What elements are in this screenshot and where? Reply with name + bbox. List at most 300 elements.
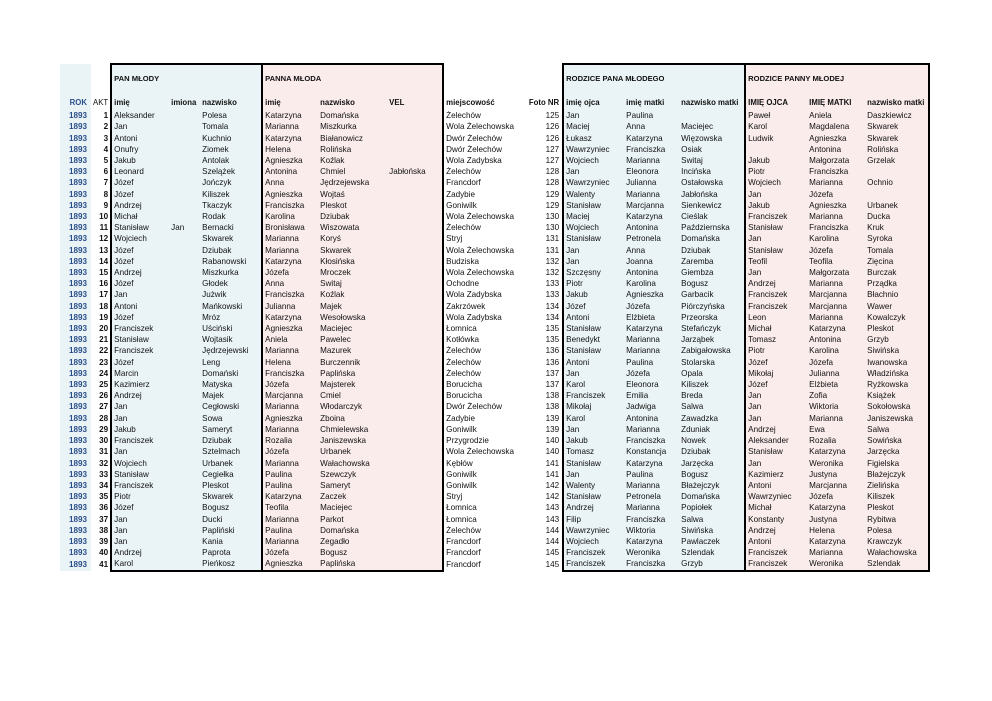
cell-bride-first-name: Katarzyna [262, 133, 318, 144]
cell-bride-vel [387, 155, 443, 166]
cell-groom-mother: Petronela [624, 491, 679, 502]
cell-groom-mother-surname: Dziubak [679, 245, 745, 256]
cell-place: Kotłówka [443, 334, 526, 345]
cell-bride-mother: Józefa [807, 357, 865, 368]
cell-groom-mother: Marianna [624, 424, 679, 435]
cell-bride-mother: Katarzyna [807, 502, 865, 513]
cell-place: Łomnica [443, 514, 526, 525]
cell-akt: 27 [91, 401, 111, 412]
cell-bride-mother-surname: Błachnio [865, 289, 929, 300]
table-row [60, 435, 929, 446]
cell-groom-mother-surname: Breda [679, 390, 745, 401]
cell-bride-mother-surname: Sokołowska [865, 401, 929, 412]
cell-photo-nr: 143 [526, 514, 563, 525]
cell-groom-first-name: Wojciech [111, 233, 169, 244]
cell-bride-first-name: Józefa [262, 379, 318, 390]
cell-groom-other-names [169, 312, 200, 323]
cell-groom-mother: Franciszka [624, 144, 679, 155]
cell-photo-nr: 145 [526, 547, 563, 558]
cell-bride-father: Jan [745, 413, 807, 424]
cell-bride-first-name: Marianna [262, 121, 318, 132]
cell-groom-father: Stanisław [563, 233, 624, 244]
cell-groom-other-names [169, 121, 200, 132]
cell-groom-mother-surname: Zawadzka [679, 413, 745, 424]
table-row [60, 469, 929, 480]
cell-bride-father: Wojciech [745, 177, 807, 188]
cell-groom-mother: Katarzyna [624, 323, 679, 334]
table-row [60, 121, 929, 132]
cell-akt: 28 [91, 413, 111, 424]
cell-groom-mother: Franciszka [624, 558, 679, 570]
cell-bride-first-name: Marianna [262, 458, 318, 469]
cell-groom-first-name: Onufry [111, 144, 169, 155]
cell-bride-mother-surname: Zięcina [865, 256, 929, 267]
header-bride-mother-surname: nazwisko matki [865, 97, 929, 110]
table-row [60, 401, 929, 412]
cell-bride-surname: Jędrzejewska [318, 177, 387, 188]
cell-bride-surname: Urbanek [318, 446, 387, 457]
cell-bride-father: Józef [745, 357, 807, 368]
cell-rok: 1893 [60, 200, 91, 211]
cell-rok: 1893 [60, 301, 91, 312]
cell-groom-mother-surname: Domańska [679, 491, 745, 502]
cell-bride-first-name: Agnieszka [262, 155, 318, 166]
table-row [60, 133, 929, 144]
cell-groom-surname: Sameryt [200, 424, 262, 435]
cell-groom-father: Jan [563, 368, 624, 379]
cell-groom-other-names [169, 133, 200, 144]
cell-groom-mother: Franciszka [624, 435, 679, 446]
cell-groom-mother-surname: Maciejec [679, 121, 745, 132]
cell-groom-mother: Paulina [624, 469, 679, 480]
cell-groom-father: Wawrzyniec [563, 525, 624, 536]
cell-groom-surname: Kiliszek [200, 189, 262, 200]
cell-groom-father: Stanisław [563, 323, 624, 334]
cell-bride-vel [387, 401, 443, 412]
table-row [60, 245, 929, 256]
cell-bride-father: Jan [745, 401, 807, 412]
cell-bride-mother: Weronika [807, 558, 865, 570]
cell-photo-nr: 129 [526, 189, 563, 200]
cell-groom-father: Jan [563, 256, 624, 267]
cell-groom-other-names [169, 480, 200, 491]
cell-bride-vel [387, 413, 443, 424]
cell-groom-surname: Mańkowski [200, 301, 262, 312]
cell-place: Dwór Żelechów [443, 133, 526, 144]
cell-bride-vel [387, 424, 443, 435]
cell-bride-vel [387, 446, 443, 457]
cell-place: Zadybie [443, 189, 526, 200]
cell-rok: 1893 [60, 334, 91, 345]
cell-groom-mother: Marianna [624, 480, 679, 491]
cell-bride-father: Stanisław [745, 245, 807, 256]
cell-akt: 13 [91, 245, 111, 256]
cell-bride-vel [387, 289, 443, 300]
cell-bride-father: Aleksander [745, 435, 807, 446]
cell-bride-father: Andrzej [745, 424, 807, 435]
cell-place: Wola Zadybska [443, 312, 526, 323]
cell-bride-father: Andrzej [745, 525, 807, 536]
cell-bride-first-name: Agnieszka [262, 558, 318, 570]
cell-bride-first-name: Paulina [262, 525, 318, 536]
cell-bride-mother-surname: Syroka [865, 233, 929, 244]
cell-groom-mother: Marcjanna [624, 200, 679, 211]
cell-groom-mother-surname: Grzyb [679, 558, 745, 570]
cell-groom-other-names [169, 368, 200, 379]
cell-akt: 10 [91, 211, 111, 222]
cell-akt: 3 [91, 133, 111, 144]
cell-groom-mother-surname: Październska [679, 222, 745, 233]
cell-place: Łomnica [443, 323, 526, 334]
cell-bride-surname: Zegadło [318, 536, 387, 547]
cell-rok: 1893 [60, 211, 91, 222]
cell-groom-father: Jakub [563, 435, 624, 446]
cell-rok: 1893 [60, 491, 91, 502]
cell-bride-first-name: Franciszka [262, 200, 318, 211]
cell-groom-surname: Cegiełka [200, 469, 262, 480]
cell-groom-mother: Marianna [624, 189, 679, 200]
table-row [60, 211, 929, 222]
cell-groom-mother-surname: Piórczyńska [679, 301, 745, 312]
cell-place: Francdorf [443, 536, 526, 547]
cell-groom-father: Piotr [563, 278, 624, 289]
cell-groom-first-name: Jan [111, 401, 169, 412]
cell-bride-father: Jan [745, 267, 807, 278]
cell-akt: 29 [91, 424, 111, 435]
cell-photo-nr: 128 [526, 166, 563, 177]
cell-photo-nr: 131 [526, 245, 563, 256]
cell-bride-surname: Bogusz [318, 547, 387, 558]
cell-photo-nr: 128 [526, 177, 563, 188]
cell-place: Żelechów [443, 345, 526, 356]
cell-groom-mother-surname: Bogusz [679, 278, 745, 289]
cell-bride-surname: Mroczek [318, 267, 387, 278]
cell-photo-nr: 129 [526, 200, 563, 211]
column-header-row [60, 97, 929, 110]
cell-groom-mother-surname: Switaj [679, 155, 745, 166]
cell-groom-mother-surname: Nowek [679, 435, 745, 446]
cell-groom-other-names [169, 379, 200, 390]
cell-bride-first-name: Teofila [262, 502, 318, 513]
cell-bride-father: Leon [745, 312, 807, 323]
cell-bride-mother-surname: Iwanowska [865, 357, 929, 368]
table-row [60, 357, 929, 368]
cell-groom-father: Łukasz [563, 133, 624, 144]
cell-groom-father: Mikołaj [563, 401, 624, 412]
cell-groom-mother-surname: Jabłońska [679, 189, 745, 200]
cell-bride-surname: Mazurek [318, 345, 387, 356]
cell-bride-surname: Pleskot [318, 200, 387, 211]
cell-bride-vel [387, 536, 443, 547]
cell-bride-father: Piotr [745, 345, 807, 356]
cell-bride-vel [387, 345, 443, 356]
cell-bride-surname: Kłosińska [318, 256, 387, 267]
cell-rok: 1893 [60, 177, 91, 188]
cell-bride-vel [387, 222, 443, 233]
cell-groom-surname: Papliński [200, 525, 262, 536]
cell-groom-mother: Agnieszka [624, 289, 679, 300]
cell-bride-father: Karol [745, 121, 807, 132]
cell-bride-surname: Majsterek [318, 379, 387, 390]
cell-groom-surname: Skwarek [200, 491, 262, 502]
cell-rok: 1893 [60, 155, 91, 166]
cell-groom-surname: Tkaczyk [200, 200, 262, 211]
cell-groom-surname: Matyska [200, 379, 262, 390]
cell-rok: 1893 [60, 502, 91, 513]
header-groom-surname: nazwisko [200, 97, 262, 110]
cell-groom-first-name: Józef [111, 357, 169, 368]
cell-groom-mother-surname: Salwa [679, 401, 745, 412]
cell-bride-mother-surname: Siwińska [865, 345, 929, 356]
cell-bride-mother: Katarzyna [807, 536, 865, 547]
table-row [60, 424, 929, 435]
register-table [60, 63, 930, 572]
cell-bride-vel [387, 211, 443, 222]
cell-bride-father: Tomasz [745, 334, 807, 345]
cell-groom-first-name: Jan [111, 121, 169, 132]
cell-akt: 41 [91, 558, 111, 570]
cell-bride-father: Kazimierz [745, 469, 807, 480]
cell-bride-mother-surname: Figielska [865, 458, 929, 469]
cell-bride-first-name: Marcjanna [262, 390, 318, 401]
cell-bride-surname: Janiszewska [318, 435, 387, 446]
cell-bride-father: Teofil [745, 256, 807, 267]
cell-groom-mother: Elżbieta [624, 312, 679, 323]
cell-bride-surname: Zboina [318, 413, 387, 424]
cell-photo-nr: 145 [526, 558, 563, 570]
table-row [60, 267, 929, 278]
cell-bride-father: Jan [745, 189, 807, 200]
cell-akt: 11 [91, 222, 111, 233]
cell-groom-mother-surname: Zduniak [679, 424, 745, 435]
cell-bride-mother: Karolina [807, 233, 865, 244]
table-row [60, 166, 929, 177]
cell-place: Goniwilk [443, 469, 526, 480]
cell-groom-mother-surname: Popiołek [679, 502, 745, 513]
cell-place: Borucicha [443, 390, 526, 401]
table-row [60, 189, 929, 200]
cell-photo-nr: 140 [526, 435, 563, 446]
cell-bride-mother-surname: Sowińska [865, 435, 929, 446]
cell-groom-mother-surname: Przeorska [679, 312, 745, 323]
cell-bride-surname: Parkot [318, 514, 387, 525]
cell-akt: 36 [91, 502, 111, 513]
cell-bride-mother-surname: Błażejczyk [865, 469, 929, 480]
cell-groom-mother: Anna [624, 121, 679, 132]
cell-akt: 31 [91, 446, 111, 457]
cell-akt: 35 [91, 491, 111, 502]
cell-groom-other-names [169, 469, 200, 480]
cell-bride-vel [387, 177, 443, 188]
cell-groom-father: Antoni [563, 312, 624, 323]
cell-bride-vel [387, 558, 443, 570]
cell-groom-surname: Bogusz [200, 502, 262, 513]
cell-groom-surname: Bernacki [200, 222, 262, 233]
cell-groom-father: Stanisław [563, 491, 624, 502]
cell-place: Ochodne [443, 278, 526, 289]
cell-photo-nr: 137 [526, 379, 563, 390]
cell-groom-other-names [169, 446, 200, 457]
cell-photo-nr: 142 [526, 480, 563, 491]
cell-place: Żelechów [443, 525, 526, 536]
cell-bride-father: Antoni [745, 536, 807, 547]
cell-place: Dwór Żelechów [443, 401, 526, 412]
cell-place: Dwór Żelechów [443, 144, 526, 155]
cell-bride-first-name: Agnieszka [262, 323, 318, 334]
cell-groom-surname: Miszkurka [200, 267, 262, 278]
table-row [60, 334, 929, 345]
cell-groom-first-name: Franciszek [111, 435, 169, 446]
cell-bride-mother: Marianna [807, 177, 865, 188]
table-row [60, 256, 929, 267]
cell-bride-mother-surname [865, 189, 929, 200]
cell-groom-first-name: Franciszek [111, 345, 169, 356]
cell-groom-surname: Domański [200, 368, 262, 379]
cell-groom-father: Jan [563, 245, 624, 256]
cell-groom-surname: Uściński [200, 323, 262, 334]
cell-akt: 32 [91, 458, 111, 469]
cell-groom-surname: Sowa [200, 413, 262, 424]
cell-bride-surname: Domańska [318, 525, 387, 536]
cell-akt: 25 [91, 379, 111, 390]
cell-bride-first-name: Bronisława [262, 222, 318, 233]
cell-bride-father [745, 144, 807, 155]
cell-rok: 1893 [60, 323, 91, 334]
cell-place: Łomnica [443, 502, 526, 513]
table-row [60, 491, 929, 502]
cell-groom-surname: Paprota [200, 547, 262, 558]
cell-groom-mother: Konstancja [624, 446, 679, 457]
cell-groom-first-name: Jan [111, 536, 169, 547]
cell-bride-mother: Marianna [807, 211, 865, 222]
cell-bride-mother-surname: Janiszewska [865, 413, 929, 424]
cell-groom-first-name: Kazimierz [111, 379, 169, 390]
cell-groom-first-name: Jan [111, 514, 169, 525]
cell-groom-first-name: Jakub [111, 424, 169, 435]
cell-akt: 6 [91, 166, 111, 177]
cell-bride-mother-surname: Kiliszek [865, 491, 929, 502]
cell-groom-other-names [169, 166, 200, 177]
table-row [60, 323, 929, 334]
cell-bride-father: Franciszek [745, 301, 807, 312]
cell-bride-vel [387, 469, 443, 480]
cell-photo-nr: 134 [526, 312, 563, 323]
cell-groom-mother: Katarzyna [624, 458, 679, 469]
cell-groom-surname: Jużwik [200, 289, 262, 300]
table-row [60, 155, 929, 166]
cell-bride-surname: Wojtaś [318, 189, 387, 200]
cell-groom-father: Józef [563, 301, 624, 312]
cell-groom-father: Wojciech [563, 155, 624, 166]
cell-bride-surname: Dziubak [318, 211, 387, 222]
cell-groom-mother: Antonina [624, 222, 679, 233]
cell-bride-mother-surname: Burczak [865, 267, 929, 278]
cell-bride-mother: Aniela [807, 110, 865, 121]
cell-bride-father: Jakub [745, 155, 807, 166]
cell-groom-first-name: Franciszek [111, 480, 169, 491]
header-photo-nr: Foto NR [526, 97, 563, 110]
cell-groom-father: Walenty [563, 480, 624, 491]
cell-groom-mother-surname: Jarzęcka [679, 458, 745, 469]
cell-groom-father: Benedykt [563, 334, 624, 345]
cell-photo-nr: 131 [526, 233, 563, 244]
cell-rok: 1893 [60, 144, 91, 155]
cell-groom-surname: Ziomek [200, 144, 262, 155]
cell-place: Żelechów [443, 368, 526, 379]
cell-groom-first-name: Stanisław [111, 334, 169, 345]
cell-place: Zadybie [443, 413, 526, 424]
cell-bride-mother: Marianna [807, 547, 865, 558]
cell-bride-father: Michał [745, 323, 807, 334]
cell-akt: 7 [91, 177, 111, 188]
cell-bride-vel [387, 121, 443, 132]
table-row [60, 446, 929, 457]
cell-place: Francdorf [443, 558, 526, 570]
cell-groom-first-name: Stanisław [111, 469, 169, 480]
cell-bride-mother-surname: Salwa [865, 424, 929, 435]
header-bride-surname: nazwisko [318, 97, 387, 110]
cell-groom-mother-surname: Szlendak [679, 547, 745, 558]
cell-bride-mother: Justyna [807, 514, 865, 525]
cell-akt: 4 [91, 144, 111, 155]
header-groom-other-names: imiona [169, 97, 200, 110]
table-row [60, 525, 929, 536]
cell-groom-first-name: Jan [111, 446, 169, 457]
cell-akt: 17 [91, 289, 111, 300]
cell-photo-nr: 142 [526, 491, 563, 502]
cell-photo-nr: 135 [526, 323, 563, 334]
cell-rok: 1893 [60, 379, 91, 390]
cell-bride-surname: Sameryt [318, 480, 387, 491]
cell-bride-vel [387, 256, 443, 267]
cell-groom-surname: Głodek [200, 278, 262, 289]
cell-photo-nr: 134 [526, 301, 563, 312]
cell-groom-other-names [169, 110, 200, 121]
cell-bride-vel [387, 233, 443, 244]
cell-groom-mother-surname: Cieślak [679, 211, 745, 222]
cell-bride-first-name: Marianna [262, 536, 318, 547]
cell-groom-surname: Skwarek [200, 233, 262, 244]
cell-akt: 15 [91, 267, 111, 278]
cell-rok: 1893 [60, 256, 91, 267]
cell-groom-father: Andrzej [563, 502, 624, 513]
cell-rok: 1893 [60, 166, 91, 177]
cell-groom-mother: Katarzyna [624, 536, 679, 547]
cell-groom-other-names [169, 345, 200, 356]
cell-photo-nr: 138 [526, 390, 563, 401]
cell-place: Żelechów [443, 166, 526, 177]
cell-groom-surname: Majek [200, 390, 262, 401]
cell-bride-mother: Julianna [807, 368, 865, 379]
cell-groom-mother: Karolina [624, 278, 679, 289]
cell-groom-other-names [169, 211, 200, 222]
table-row [60, 536, 929, 547]
cell-groom-mother: Emilia [624, 390, 679, 401]
cell-groom-first-name: Franciszek [111, 323, 169, 334]
cell-rok: 1893 [60, 289, 91, 300]
cell-groom-other-names [169, 390, 200, 401]
cell-groom-father: Antoni [563, 357, 624, 368]
cell-groom-father: Wawrzyniec [563, 144, 624, 155]
cell-photo-nr: 126 [526, 133, 563, 144]
cell-bride-father: Stanisław [745, 222, 807, 233]
cell-rok: 1893 [60, 133, 91, 144]
cell-groom-father: Szczęsny [563, 267, 624, 278]
cell-rok: 1893 [60, 536, 91, 547]
cell-groom-father: Franciszek [563, 547, 624, 558]
cell-groom-mother-surname: Dziubak [679, 446, 745, 457]
cell-bride-mother-surname: Pleskot [865, 323, 929, 334]
